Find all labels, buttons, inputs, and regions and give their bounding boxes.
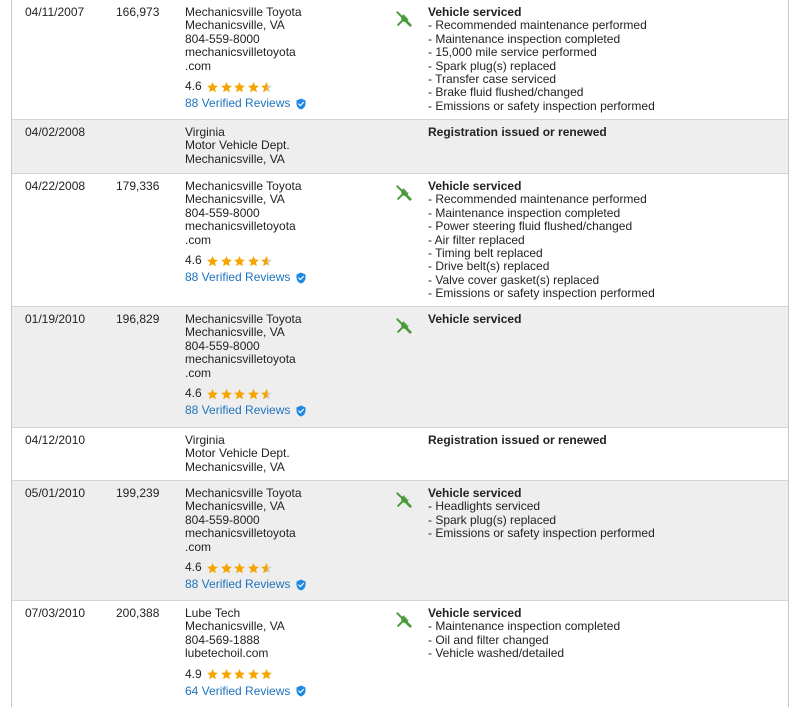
record-date: 04/11/2007 bbox=[25, 5, 85, 19]
star-icon bbox=[233, 81, 246, 94]
star-rating bbox=[206, 255, 274, 268]
detail-title: Vehicle serviced bbox=[428, 5, 522, 19]
record-source bbox=[185, 487, 307, 591]
detail-item: - Transfer case serviced bbox=[428, 72, 557, 87]
detail-title: Vehicle serviced bbox=[428, 312, 522, 326]
star-icon bbox=[233, 562, 246, 575]
history-row bbox=[12, 120, 788, 174]
source-website-cont: .com bbox=[185, 232, 212, 247]
star-rating bbox=[206, 562, 274, 575]
star-icon bbox=[220, 562, 233, 575]
source-name: Virginia bbox=[185, 125, 225, 139]
star-icon bbox=[220, 388, 233, 401]
source-website-cont: .com bbox=[185, 365, 212, 380]
source-phone: 804-559-8000 bbox=[185, 31, 260, 46]
record-details bbox=[428, 180, 655, 301]
record-date: 01/19/2010 bbox=[25, 312, 86, 326]
record-details bbox=[428, 607, 620, 661]
source-location: Mechanicsville, VA bbox=[185, 192, 285, 207]
star-icon bbox=[233, 255, 246, 268]
detail-item: - Air filter replaced bbox=[428, 232, 525, 247]
history-row bbox=[12, 307, 788, 428]
star-icon bbox=[220, 81, 233, 94]
verified-reviews-link[interactable]: 88 Verified Reviews bbox=[185, 270, 291, 285]
source-phone: 804-559-8000 bbox=[185, 338, 260, 353]
star-icon bbox=[247, 668, 260, 681]
rating bbox=[185, 79, 307, 95]
history-row bbox=[12, 601, 788, 707]
record-date: 04/12/2010 bbox=[25, 433, 86, 447]
rating-value: 4.9 bbox=[185, 666, 202, 681]
wrench-screwdriver-icon bbox=[394, 316, 414, 336]
history-row bbox=[12, 481, 788, 601]
star-icon bbox=[247, 81, 260, 94]
detail-title: Vehicle serviced bbox=[428, 179, 522, 193]
record-mileage: 196,829 bbox=[116, 312, 160, 326]
record-mileage: 199,239 bbox=[116, 486, 160, 500]
record-date: 05/01/2010 bbox=[25, 486, 86, 500]
rating bbox=[185, 253, 307, 269]
detail-item: - Maintenance inspection completed bbox=[428, 205, 621, 220]
record-mileage: 166,973 bbox=[116, 5, 160, 19]
detail-item: - Maintenance inspection completed bbox=[428, 619, 621, 634]
detail-item: - Emissions or safety inspection performed bbox=[428, 286, 655, 301]
wrench-screwdriver-icon bbox=[394, 610, 414, 630]
source-phone: 804-559-8000 bbox=[185, 205, 260, 220]
detail-title: Vehicle serviced bbox=[428, 486, 522, 500]
source-location: Mechanicsville, VA bbox=[185, 325, 285, 340]
verified-reviews-link[interactable]: 88 Verified Reviews bbox=[185, 96, 291, 111]
rating-value: 4.6 bbox=[185, 386, 202, 401]
vehicle-history-table bbox=[11, 0, 789, 707]
star-icon bbox=[260, 255, 273, 268]
record-mileage: 200,388 bbox=[116, 606, 160, 620]
detail-item: - 15,000 mile service performed bbox=[428, 45, 597, 60]
detail-item: - Timing belt replaced bbox=[428, 246, 543, 261]
record-date: 07/03/2010 bbox=[25, 606, 86, 620]
source-location: Mechanicsville, VA bbox=[185, 619, 285, 634]
verified-badge-icon bbox=[295, 272, 307, 284]
verified-reviews-link[interactable]: 64 Verified Reviews bbox=[185, 683, 291, 698]
detail-item: - Recommended maintenance performed bbox=[428, 192, 647, 207]
star-rating bbox=[206, 668, 274, 681]
record-source bbox=[185, 607, 307, 698]
detail-title: Registration issued or renewed bbox=[428, 125, 607, 139]
star-icon bbox=[260, 668, 273, 681]
source-dept: Motor Vehicle Dept. bbox=[185, 446, 290, 461]
rating-value: 4.6 bbox=[185, 560, 202, 575]
source-website: lubetechoil.com bbox=[185, 646, 269, 661]
star-icon bbox=[233, 668, 246, 681]
star-icon bbox=[206, 562, 219, 575]
history-row bbox=[12, 428, 788, 481]
verified-reviews-link[interactable]: 88 Verified Reviews bbox=[185, 577, 291, 592]
source-name: Mechanicsville Toyota bbox=[185, 179, 302, 193]
record-details bbox=[428, 487, 655, 541]
record-source bbox=[185, 434, 290, 474]
record-source bbox=[185, 6, 307, 110]
star-icon bbox=[220, 668, 233, 681]
star-icon bbox=[206, 81, 219, 94]
rating bbox=[185, 386, 307, 402]
source-website: mechanicsvilletoyota bbox=[185, 45, 296, 60]
verified-reviews-link[interactable]: 88 Verified Reviews bbox=[185, 403, 291, 418]
verified-badge-icon bbox=[295, 405, 307, 417]
detail-item: - Power steering fluid flushed/changed bbox=[428, 219, 633, 234]
record-details bbox=[428, 434, 607, 447]
detail-item: - Brake fluid flushed/changed bbox=[428, 85, 584, 100]
record-mileage: 179,336 bbox=[116, 179, 160, 193]
source-name: Mechanicsville Toyota bbox=[185, 312, 302, 326]
record-details bbox=[428, 313, 521, 326]
detail-item: - Vehicle washed/detailed bbox=[428, 646, 565, 661]
rating bbox=[185, 667, 307, 683]
star-icon bbox=[260, 81, 273, 94]
record-date: 04/02/2008 bbox=[25, 125, 86, 139]
detail-item: - Emissions or safety inspection performed bbox=[428, 526, 655, 541]
star-icon bbox=[206, 388, 219, 401]
source-name: Mechanicsville Toyota bbox=[185, 486, 302, 500]
star-icon bbox=[260, 562, 273, 575]
source-website-cont: .com bbox=[185, 539, 212, 554]
record-source bbox=[185, 180, 307, 284]
detail-item: - Oil and filter changed bbox=[428, 632, 549, 647]
source-location: Mechanicsville, VA bbox=[185, 499, 285, 514]
detail-item: - Headlights serviced bbox=[428, 499, 541, 514]
source-website-cont: .com bbox=[185, 58, 212, 73]
wrench-screwdriver-icon bbox=[394, 183, 414, 203]
wrench-screwdriver-icon bbox=[394, 9, 414, 29]
star-icon bbox=[220, 255, 233, 268]
star-icon bbox=[233, 388, 246, 401]
source-website: mechanicsvilletoyota bbox=[185, 526, 296, 541]
record-date: 04/22/2008 bbox=[25, 179, 86, 193]
star-icon bbox=[247, 562, 260, 575]
source-website: mechanicsvilletoyota bbox=[185, 219, 296, 234]
star-rating bbox=[206, 388, 274, 401]
rating-value: 4.6 bbox=[185, 253, 202, 268]
record-source bbox=[185, 126, 290, 166]
verified-badge-icon bbox=[295, 579, 307, 591]
verified-badge-icon bbox=[295, 98, 307, 110]
source-name: Lube Tech bbox=[185, 606, 241, 620]
detail-item: - Emissions or safety inspection performed bbox=[428, 98, 655, 113]
source-phone: 804-559-8000 bbox=[185, 512, 260, 527]
star-icon bbox=[260, 388, 273, 401]
source-dept: Motor Vehicle Dept. bbox=[185, 138, 290, 153]
source-location: Mechanicsville, VA bbox=[185, 18, 285, 33]
detail-item: - Recommended maintenance performed bbox=[428, 18, 647, 33]
history-row bbox=[12, 174, 788, 307]
star-icon bbox=[247, 388, 260, 401]
rating bbox=[185, 560, 307, 576]
record-details bbox=[428, 126, 607, 139]
source-name: Mechanicsville Toyota bbox=[185, 5, 302, 19]
source-location: Mechanicsville, VA bbox=[185, 459, 285, 474]
detail-title: Registration issued or renewed bbox=[428, 433, 607, 447]
history-row bbox=[12, 0, 788, 120]
source-website: mechanicsvilletoyota bbox=[185, 352, 296, 367]
detail-title: Vehicle serviced bbox=[428, 606, 522, 620]
star-icon bbox=[206, 255, 219, 268]
star-icon bbox=[247, 255, 260, 268]
star-icon bbox=[206, 668, 219, 681]
record-source bbox=[185, 313, 307, 417]
detail-item: - Maintenance inspection completed bbox=[428, 31, 621, 46]
rating-value: 4.6 bbox=[185, 79, 202, 94]
detail-item: - Valve cover gasket(s) replaced bbox=[428, 272, 600, 287]
detail-item: - Spark plug(s) replaced bbox=[428, 58, 557, 73]
record-details bbox=[428, 6, 655, 113]
verified-badge-icon bbox=[295, 685, 307, 697]
star-rating bbox=[206, 81, 274, 94]
detail-item: - Spark plug(s) replaced bbox=[428, 512, 557, 527]
wrench-screwdriver-icon bbox=[394, 490, 414, 510]
source-name: Virginia bbox=[185, 433, 225, 447]
detail-item: - Drive belt(s) replaced bbox=[428, 259, 550, 274]
source-location: Mechanicsville, VA bbox=[185, 151, 285, 166]
source-phone: 804-569-1888 bbox=[185, 632, 260, 647]
